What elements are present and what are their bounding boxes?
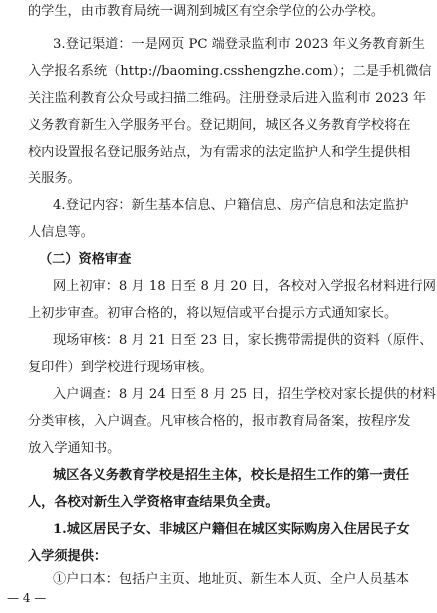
text-line-17: 放入学通知书。: [28, 441, 121, 456]
text-line-22: ①户口本：包括户主页、地址页、新生本人页、全户人员基本: [53, 572, 410, 587]
text-line-13: 现场审核：8 月 21 日至 23 日，家长携带需提供的资料（原件、: [53, 333, 433, 348]
text-line-16: 分类审核，入户调查。凡审核合格的，报市教育局备案，按程序发: [28, 414, 411, 429]
text-line-3: 入学报名系统（http://baoming.csshengzhe.com）；二是手机微信: [28, 64, 432, 79]
text-line-2: 3.登记渠道：一是网页 PC 端登录监利市 2023 年义务教育新生: [53, 37, 425, 52]
bold-line-18: 城区各义务教育学校是招生主体，校长是招生工作的第一责任: [53, 468, 410, 483]
text-line-5: 义务教育新生入学服务平台。登记期间，城区各义务教育学校将在: [28, 118, 411, 133]
bold-line-21: 入学须提供：: [28, 549, 108, 564]
text-line-6: 校内设置报名登记服务站点，为有需求的法定监护人和学生提供相: [28, 145, 411, 160]
page-number: — 4 —: [7, 591, 47, 605]
text-line-14: 复印件）到学校进行现场审核。: [28, 360, 213, 375]
section-heading: （二）资格审查: [39, 252, 132, 267]
text-line-4: 关注监利教育公众号或扫描二维码。注册登录后进入监利市 2023 年: [28, 91, 427, 106]
text-line-1: 的学生，由市教育局统一调剂到城区有空余学位的公办学校。: [28, 4, 385, 19]
bold-line-19: 人，各校对新生入学资格审查结果负全责。: [28, 495, 279, 510]
text-line-11: 网上初审：8 月 18 日至 8 月 20 日，各校对入学报名材料进行网: [53, 279, 436, 294]
text-line-9: 人信息等。: [28, 225, 94, 240]
text-line-12: 上初步审查。初审合格的，将以短信或平台提示方式通知家长。: [28, 306, 398, 321]
text-line-15: 入户调查：8 月 24 日至 8 月 25 日，招生学校对家长提供的材料: [53, 387, 436, 402]
text-line-7: 关服务。: [28, 171, 81, 186]
bold-line-20: 1.城区居民子女、非城区户籍但在城区实际购房入住居民子女: [53, 522, 410, 537]
text-line-8: 4.登记内容：新生基本信息、户籍信息、房产信息和法定监护: [53, 198, 409, 213]
